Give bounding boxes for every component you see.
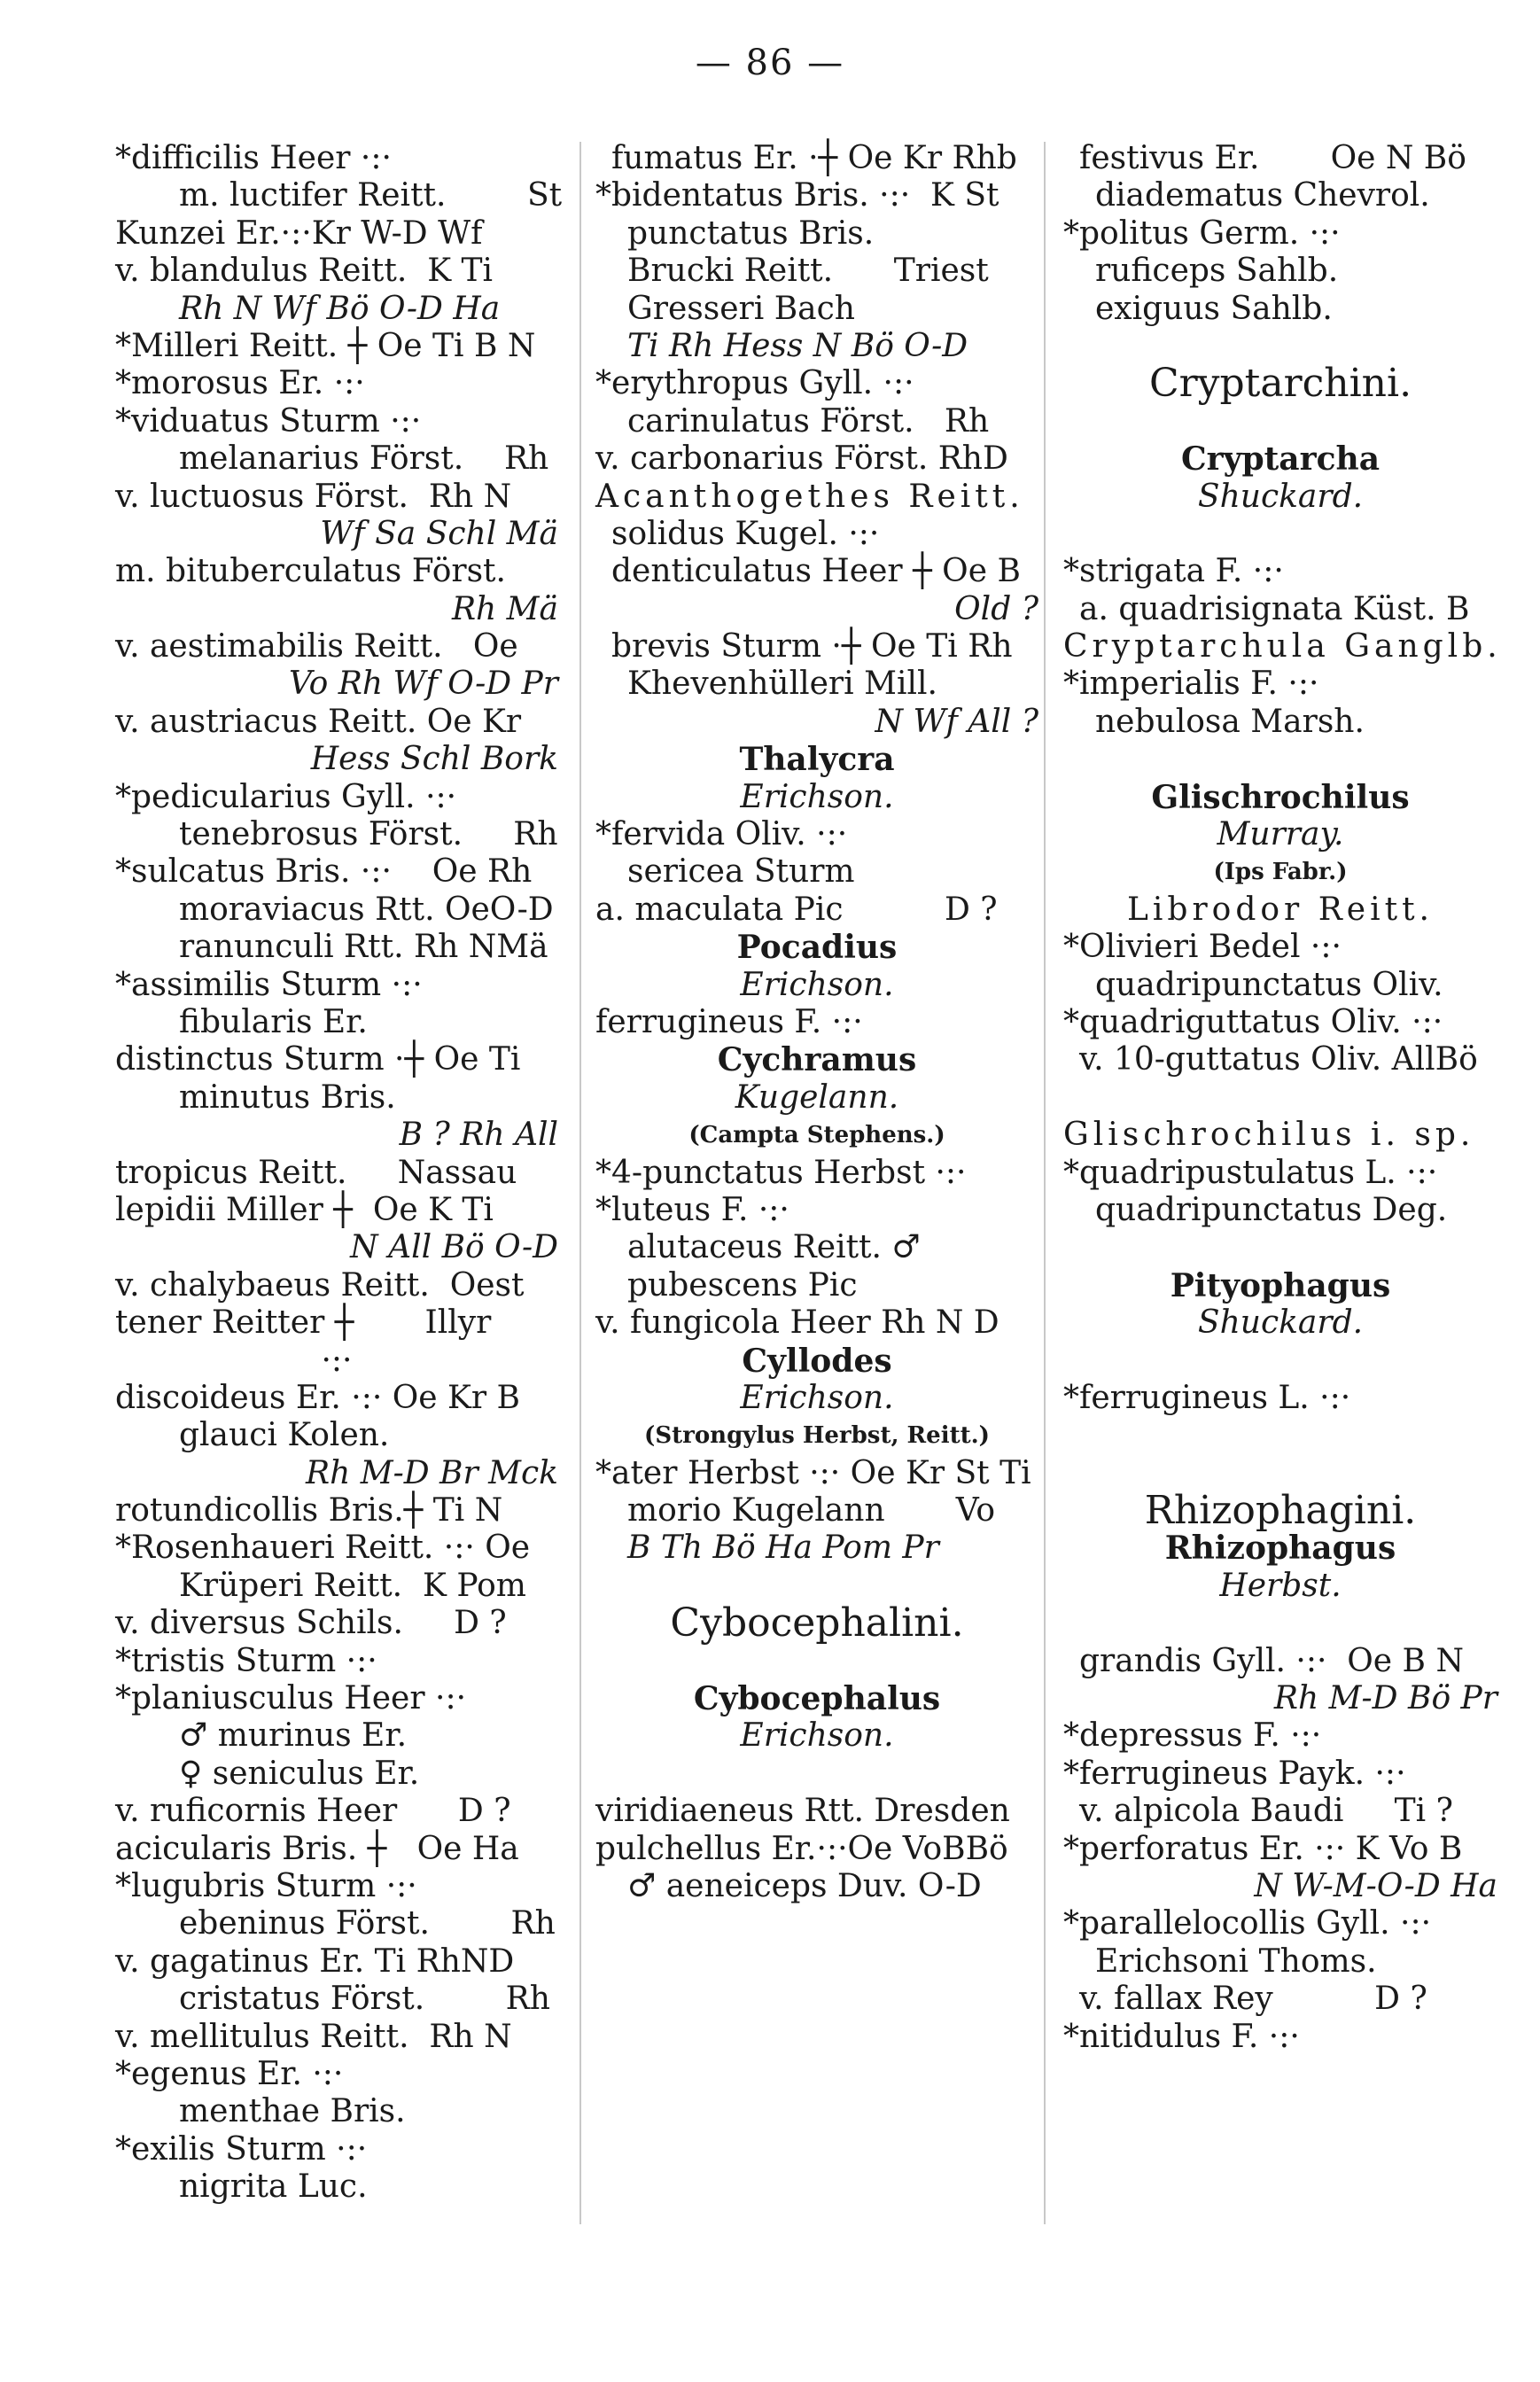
catalog-line: quadripunctatus Deg. (1095, 1191, 1448, 1228)
catalog-line: *pedicularius Gyll. ·:· (115, 778, 457, 815)
catalog-line: *assimilis Sturm ·:· (115, 966, 423, 1003)
catalog-line: ranunculi Rtt. Rh NMä (179, 929, 548, 966)
catalog-line: Rh Mä (451, 590, 558, 627)
catalog-line: lepidii Miller ┼ Oe K Ti (115, 1191, 494, 1228)
catalog-line (1063, 1229, 1497, 1266)
catalog-line (1063, 328, 1497, 365)
catalog-line (1063, 403, 1497, 440)
catalog-line: a. maculata Pic D ? (595, 891, 998, 928)
catalog-line: *luteus F. ·:· (595, 1191, 789, 1228)
catalog-line (1063, 1455, 1497, 1492)
catalog-line: diadematus Chevrol. (1095, 177, 1430, 214)
catalog-line: Rhizophagini. (1144, 1488, 1417, 1534)
catalog-line: *quadriguttatus Oliv. ·:· (1063, 1003, 1443, 1040)
catalog-line (595, 1755, 1038, 1793)
catalog-line (1063, 1343, 1497, 1380)
catalog-line: Herbst. (1219, 1567, 1342, 1604)
catalog-line: *Olivieri Bedel ·:· (1063, 929, 1342, 966)
catalog-line: Hess Schl Bork (310, 741, 558, 778)
catalog-line: *quadripustulatus L. ·:· (1063, 1154, 1438, 1191)
catalog-line: *Milleri Reitt. ┼ Oe Ti B N (115, 327, 536, 364)
catalog-line: Rh M-D Bö Pr (1273, 1680, 1497, 1717)
catalog-line: ♂ murinus Er. (179, 1717, 408, 1755)
catalog-line: Cybocephalini. (670, 1600, 964, 1646)
catalog-line: N W-M-O-D Ha (1254, 1867, 1497, 1904)
catalog-line: v. luctuosus Först. Rh N (115, 478, 512, 515)
catalog-line: Erichson. (740, 966, 894, 1003)
catalog-line: fumatus Er. ·┼ Oe Kr Rhb (611, 140, 1017, 176)
catalog-line: tenebrosus Först. Rh (179, 816, 558, 853)
catalog-line: ferrugineus F. ·:· (595, 1003, 863, 1040)
catalog-line: *exilis Sturm ·:· (115, 2130, 368, 2168)
catalog-line: brevis Sturm ·┼ Oe Ti Rh (611, 628, 1013, 666)
catalog-line: v. austriacus Reitt. Oe Kr (115, 703, 522, 740)
catalog-line: *morosus Er. ·:· (115, 365, 365, 402)
catalog-line: viridiaeneus Rtt. Dresden (595, 1793, 1010, 1830)
catalog-line: *depressus F. ·:· (1063, 1717, 1322, 1755)
catalog-line: *lugubris Sturm ·:· (115, 1867, 417, 1904)
catalog-line: Rh M-D Br Mck (305, 1454, 558, 1491)
catalog-line: Brucki Reitt. Triest (627, 253, 989, 290)
catalog-line: Shuckard. (1197, 1304, 1364, 1342)
catalog-line (1063, 1605, 1497, 1642)
catalog-line: exiguus Sahlb. (1095, 290, 1333, 327)
catalog-line: Cybocephalus (693, 1680, 941, 1718)
catalog-line: v. blandulus Reitt. K Ti (115, 253, 494, 290)
catalog-line: grandis Gyll. ·:· Oe B N (1079, 1642, 1464, 1679)
catalog-line (1063, 741, 1497, 778)
catalog-line: Khevenhülleri Mill. (627, 666, 937, 703)
catalog-line: ruficeps Sahlb. (1095, 253, 1339, 290)
catalog-line: sericea Sturm (627, 853, 855, 891)
catalog-line: v. fungicola Heer Rh N D (595, 1304, 999, 1342)
catalog-line: *4-punctatus Herbst ·:· (595, 1154, 967, 1191)
catalog-line (1063, 516, 1497, 553)
catalog-line: *ferrugineus L. ·:· (1063, 1379, 1351, 1416)
catalog-line: Cyllodes (742, 1342, 892, 1380)
catalog-line: m. bituberculatus Först. (115, 553, 506, 590)
catalog-line: v. alpicola Baudi Ti ? (1079, 1793, 1453, 1830)
catalog-line: morio Kugelann Vo (627, 1492, 996, 1530)
catalog-line: ♀ seniculus Er. (179, 1755, 420, 1792)
catalog-line: m. luctifer Reitt. St (179, 177, 563, 214)
catalog-line: Erichson. (740, 1379, 894, 1416)
catalog-line: v. gagatinus Er. Ti RhND (115, 1942, 515, 1980)
catalog-line: v. chalybaeus Reitt. Oest (115, 1266, 525, 1304)
catalog-line: *strigata F. ·:· (1063, 553, 1284, 590)
catalog-line: *Rosenhaueri Reitt. ·:· Oe (115, 1530, 531, 1567)
catalog-line: Kunzei Er.·:·Kr W-D Wf (115, 214, 483, 252)
catalog-line: Acanthogethes Reitt. (595, 478, 1024, 515)
catalog-line: distinctus Sturm ·┼ Oe Ti (115, 1041, 521, 1078)
catalog-line: Murray. (1217, 816, 1344, 853)
catalog-line: v. aestimabilis Reitt. Oe (115, 628, 518, 666)
catalog-line: Librodor Reitt. (1126, 891, 1435, 928)
catalog-line: ebeninus Först. Rh (179, 1905, 556, 1942)
catalog-line: festivus Er. Oe N Bö (1079, 140, 1466, 176)
catalog-line: nigrita Luc. (179, 2168, 368, 2206)
catalog-line: Gresseri Bach (627, 290, 855, 327)
catalog-line: *sulcatus Bris. ·:· Oe Rh (115, 853, 533, 891)
catalog-line: *parallelocollis Gyll. ·:· (1063, 1905, 1432, 1942)
catalog-line: Shuckard. (1197, 478, 1364, 515)
column-divider (1044, 142, 1046, 2224)
catalog-line: *nitidulus F. ·:· (1063, 2018, 1300, 2055)
catalog-line: glauci Kolen. (179, 1417, 390, 1454)
catalog-line: rotundicollis Bris.┼ Ti N (115, 1492, 503, 1530)
catalog-line: Erichson. (740, 778, 894, 815)
text-column-right (1063, 140, 1502, 2056)
catalog-line: Vo Rh Wf O-D Pr (288, 666, 558, 703)
catalog-line: v. carbonarius Först. RhD (595, 440, 1008, 478)
catalog-line: *fervida Oliv. ·:· (595, 816, 848, 853)
catalog-line: Wf Sa Schl Mä (320, 515, 558, 552)
catalog-line (1063, 1079, 1497, 1117)
catalog-line: *viduatus Sturm ·:· (115, 402, 422, 440)
catalog-line: v. fallax Rey D ? (1079, 1981, 1427, 2018)
catalog-line: quadripunctatus Oliv. (1095, 966, 1443, 1003)
catalog-line: Rh N Wf Bö O-D Ha (179, 290, 501, 327)
catalog-line (595, 1568, 1038, 1605)
catalog-line: v. ruficornis Heer D ? (115, 1793, 511, 1830)
catalog-line: *bidentatus Bris. ·:· K St (595, 177, 999, 214)
catalog-line: *imperialis F. ·:· (1063, 666, 1319, 703)
catalog-line: Cryptarchula Ganglb. (1063, 628, 1502, 666)
catalog-line: B Th Bö Ha Pom Pr (627, 1530, 939, 1567)
catalog-line: cristatus Först. Rh (179, 1981, 550, 2018)
catalog-line (1063, 1417, 1497, 1454)
catalog-line: *ater Herbst ·:· Oe Kr St Ti (595, 1454, 1031, 1491)
catalog-line: melanarius Först. Rh (179, 440, 549, 478)
catalog-line: menthae Bris. (179, 2093, 406, 2130)
catalog-line: Cryptarchini. (1148, 361, 1412, 407)
catalog-line: Cychramus (717, 1041, 917, 1079)
catalog-line: Thalycra (739, 741, 895, 779)
catalog-line: ♂ aeneiceps Duv. O-D (627, 1867, 982, 1904)
catalog-line: Cryptarcha (1180, 440, 1381, 479)
catalog-line: *erythropus Gyll. ·:· (595, 365, 914, 402)
catalog-line: *ferrugineus Payk. ·:· (1063, 1755, 1406, 1792)
text-column-left (115, 140, 563, 2206)
catalog-line: Rhizophagus (1164, 1530, 1396, 1568)
catalog-line: Glischrochilus i. sp. (1063, 1117, 1475, 1154)
catalog-line: minutus Bris. (179, 1078, 396, 1116)
catalog-line: Pocadius (736, 929, 898, 967)
catalog-line: nebulosa Marsh. (1095, 703, 1365, 740)
catalog-line: *planiusculus Heer ·:· (115, 1680, 467, 1717)
catalog-line: pulchellus Er.·:·Oe VoBBö (595, 1830, 1008, 1867)
page-number: — 86 — (695, 43, 845, 83)
catalog-line: tropicus Reitt. Nassau (115, 1154, 517, 1191)
catalog-line: v. 10-guttatus Oliv. AllBö (1079, 1041, 1478, 1078)
catalog-line: moraviacus Rtt. OeO-D (179, 891, 554, 928)
catalog-line: *difficilis Heer ·:· (115, 140, 392, 176)
catalog-line: tener Reitter ┼ Illyr (115, 1304, 492, 1342)
catalog-line: B ? Rh All (399, 1117, 558, 1154)
catalog-line: Erichsoni Thoms. (1095, 1942, 1377, 1980)
catalog-line: Pityophagus (1170, 1266, 1391, 1304)
catalog-line: a. quadrisignata Küst. B (1079, 590, 1470, 627)
catalog-line: acicularis Bris. ┼ Oe Ha (115, 1830, 519, 1867)
catalog-line: *egenus Er. ·:· (115, 2055, 344, 2092)
catalog-line: punctatus Bris. (627, 214, 875, 252)
catalog-line: Ti Rh Hess N Bö O-D (627, 327, 968, 364)
catalog-line: denticulatus Heer ┼ Oe B (611, 553, 1021, 590)
catalog-line: N All Bö O-D (350, 1229, 558, 1266)
catalog-line: pubescens Pic (627, 1266, 858, 1304)
catalog-line: ·:· (321, 1342, 353, 1379)
catalog-line (595, 1643, 1038, 1680)
catalog-line: N Wf All ? (875, 703, 1038, 740)
catalog-line: Old ? (954, 590, 1038, 627)
catalog-line: alutaceus Reitt. ♂ (627, 1229, 921, 1266)
catalog-line: solidus Kugel. ·:· (611, 515, 880, 552)
catalog-line: Kugelann. (735, 1078, 899, 1116)
catalog-line: (Ips Fabr.) (1213, 859, 1348, 886)
catalog-line: Glischrochilus (1151, 778, 1410, 816)
catalog-line: (Strongylus Herbst, Reitt.) (644, 1422, 990, 1450)
catalog-line: discoideus Er. ·:· Oe Kr B (115, 1379, 520, 1416)
catalog-line: *tristis Sturm ·:· (115, 1642, 377, 1679)
column-divider (579, 142, 581, 2224)
catalog-line: v. diversus Schils. D ? (115, 1605, 507, 1642)
catalog-line: v. mellitulus Reitt. Rh N (115, 2018, 512, 2055)
catalog-line: (Campta Stephens.) (688, 1122, 945, 1149)
catalog-line: fibularis Er. (179, 1003, 368, 1040)
catalog-line: Erichson. (740, 1717, 894, 1755)
catalog-line: carinulatus Först. Rh (627, 402, 990, 440)
catalog-line: Krüperi Reitt. K Pom (179, 1567, 526, 1604)
text-column-middle (595, 140, 1038, 1905)
catalog-line: *politus Germ. ·:· (1063, 214, 1341, 252)
catalog-line: *perforatus Er. ·:· K Vo B (1063, 1830, 1463, 1867)
